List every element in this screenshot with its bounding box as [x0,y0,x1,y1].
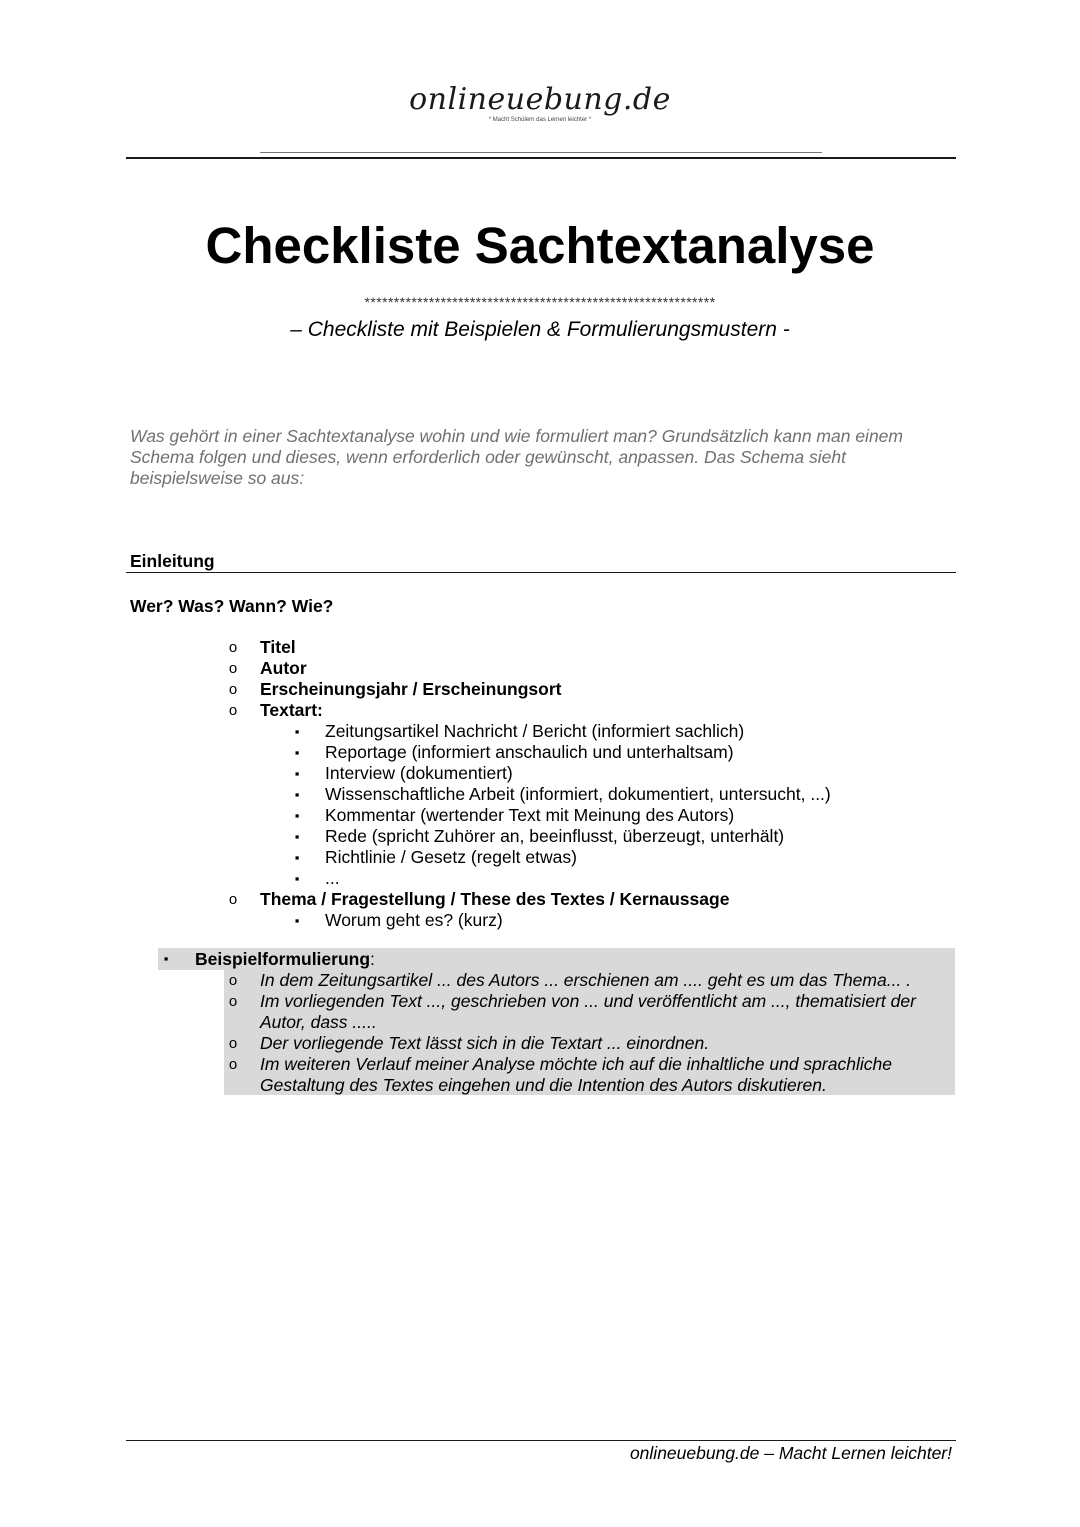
header-underline [260,152,822,153]
example-text: Im weiteren Verlauf meiner Analyse möchte ich auf die inhaltliche und sprachliche Gestaltung des Textes eingehen und die Intention des Autors diskutieren. [260,1054,892,1095]
list-item [0,679,1080,700]
site-logo [0,82,1080,124]
list-item [0,637,1080,658]
checklist-item-textart: Textart: [260,700,323,720]
example-label-text: Beispielformulierung [195,949,371,969]
square-bullet-icon: ▪ [294,787,300,802]
intro-paragraph: Was gehört in einer Sachtextanalyse wohin und wie formuliert man? Grundsätzlich kann man einem Schema folgen und dieses, wenn erforderlich oder gewünscht, anpassen. Das Schema sieht beispielsweise so aus: [130,426,903,488]
page-title: Checkliste Sachtextanalyse [205,217,875,274]
circle-bullet-icon: o [228,1056,238,1073]
checklist-item-autor: Autor [260,658,307,678]
square-bullet-icon: ▪ [294,724,300,739]
example-label [195,948,375,970]
list-item [0,805,1080,826]
footer-text: onlineuebung.de – Macht Lernen leichter! [629,1443,952,1463]
circle-bullet-icon: o [228,639,238,656]
list-item [0,721,1080,742]
square-bullet-icon: ▪ [294,871,300,886]
textart-item: Rede (spricht Zuhörer an, beeinflusst, überzeugt, unterhält) [325,826,785,846]
list-item [0,868,1080,889]
section-divider [126,572,956,573]
section-heading-einleitung: Einleitung [130,551,215,571]
textart-item: Zeitungsartikel Nachricht / Bericht (informiert sachlich) [325,721,745,741]
circle-bullet-icon: o [228,972,238,989]
textart-item: Wissenschaftliche Arbeit (informiert, dokumentiert, untersucht, ...) [325,784,831,804]
checklist [0,637,1080,931]
textart-item: Richtlinie / Gesetz (regelt etwas) [325,847,577,867]
decorative-stars: ************************************************************ [364,294,716,310]
list-item [0,1054,960,1096]
example-text: Im vorliegenden Text ..., geschrieben von ... und veröffentlicht am ..., thematisiert der Autor, dass ..... [260,991,916,1032]
square-bullet-icon: ▪ [294,850,300,865]
checklist-item-titel: Titel [260,637,296,657]
example-label-colon: : [370,949,375,969]
list-item [0,784,1080,805]
page-subtitle: – Checkliste mit Beispielen & Formulierungsmustern - [290,318,790,341]
example-list [0,970,1080,1096]
textart-item: ... [325,868,340,888]
list-item [0,991,960,1033]
square-bullet-icon: ▪ [294,808,300,823]
header-divider [126,157,956,159]
textart-item: Interview (dokumentiert) [325,763,513,783]
textart-item: Reportage (informiert anschaulich und unterhaltsam) [325,742,734,762]
square-bullet-icon: ▪ [294,829,300,844]
circle-bullet-icon: o [228,993,238,1010]
list-item [0,826,1080,847]
footer-divider [126,1440,956,1441]
circle-bullet-icon: o [228,681,238,698]
checklist-item-thema: Thema / Fragestellung / These des Textes / Kernaussage [260,889,730,909]
circle-bullet-icon: o [228,660,238,677]
list-item [0,763,1080,784]
square-bullet-icon: ▪ [294,766,300,781]
logo-text: onlineuebung.de [409,82,671,117]
list-item [0,700,1080,721]
list-item [0,847,1080,868]
section-question: Wer? Was? Wann? Wie? [130,596,334,616]
circle-bullet-icon: o [228,891,238,908]
example-box [0,948,1080,1098]
square-bullet-icon: ▪ [294,913,300,928]
example-text: Der vorliegende Text lässt sich in die Textart ... einordnen. [260,1033,710,1053]
circle-bullet-icon: o [228,1035,238,1052]
textart-item: Kommentar (wertender Text mit Meinung des Autors) [325,805,735,825]
checklist-item-erscheinung: Erscheinungsjahr / Erscheinungsort [260,679,562,699]
square-bullet-icon: ▪ [163,951,169,966]
thema-item: Worum geht es? (kurz) [325,910,503,930]
list-item [0,889,1080,910]
list-item [0,742,1080,763]
circle-bullet-icon: o [228,702,238,719]
example-heading [0,948,1080,970]
list-item [0,970,960,991]
logo-tagline: * Macht Schülern das Lernen leichter * [488,117,592,123]
example-text: In dem Zeitungsartikel ... des Autors ... erschienen am .... geht es um das Thema... . [260,970,912,990]
square-bullet-icon: ▪ [294,745,300,760]
list-item [0,1033,960,1054]
list-item [0,658,1080,679]
list-item [0,910,1080,931]
